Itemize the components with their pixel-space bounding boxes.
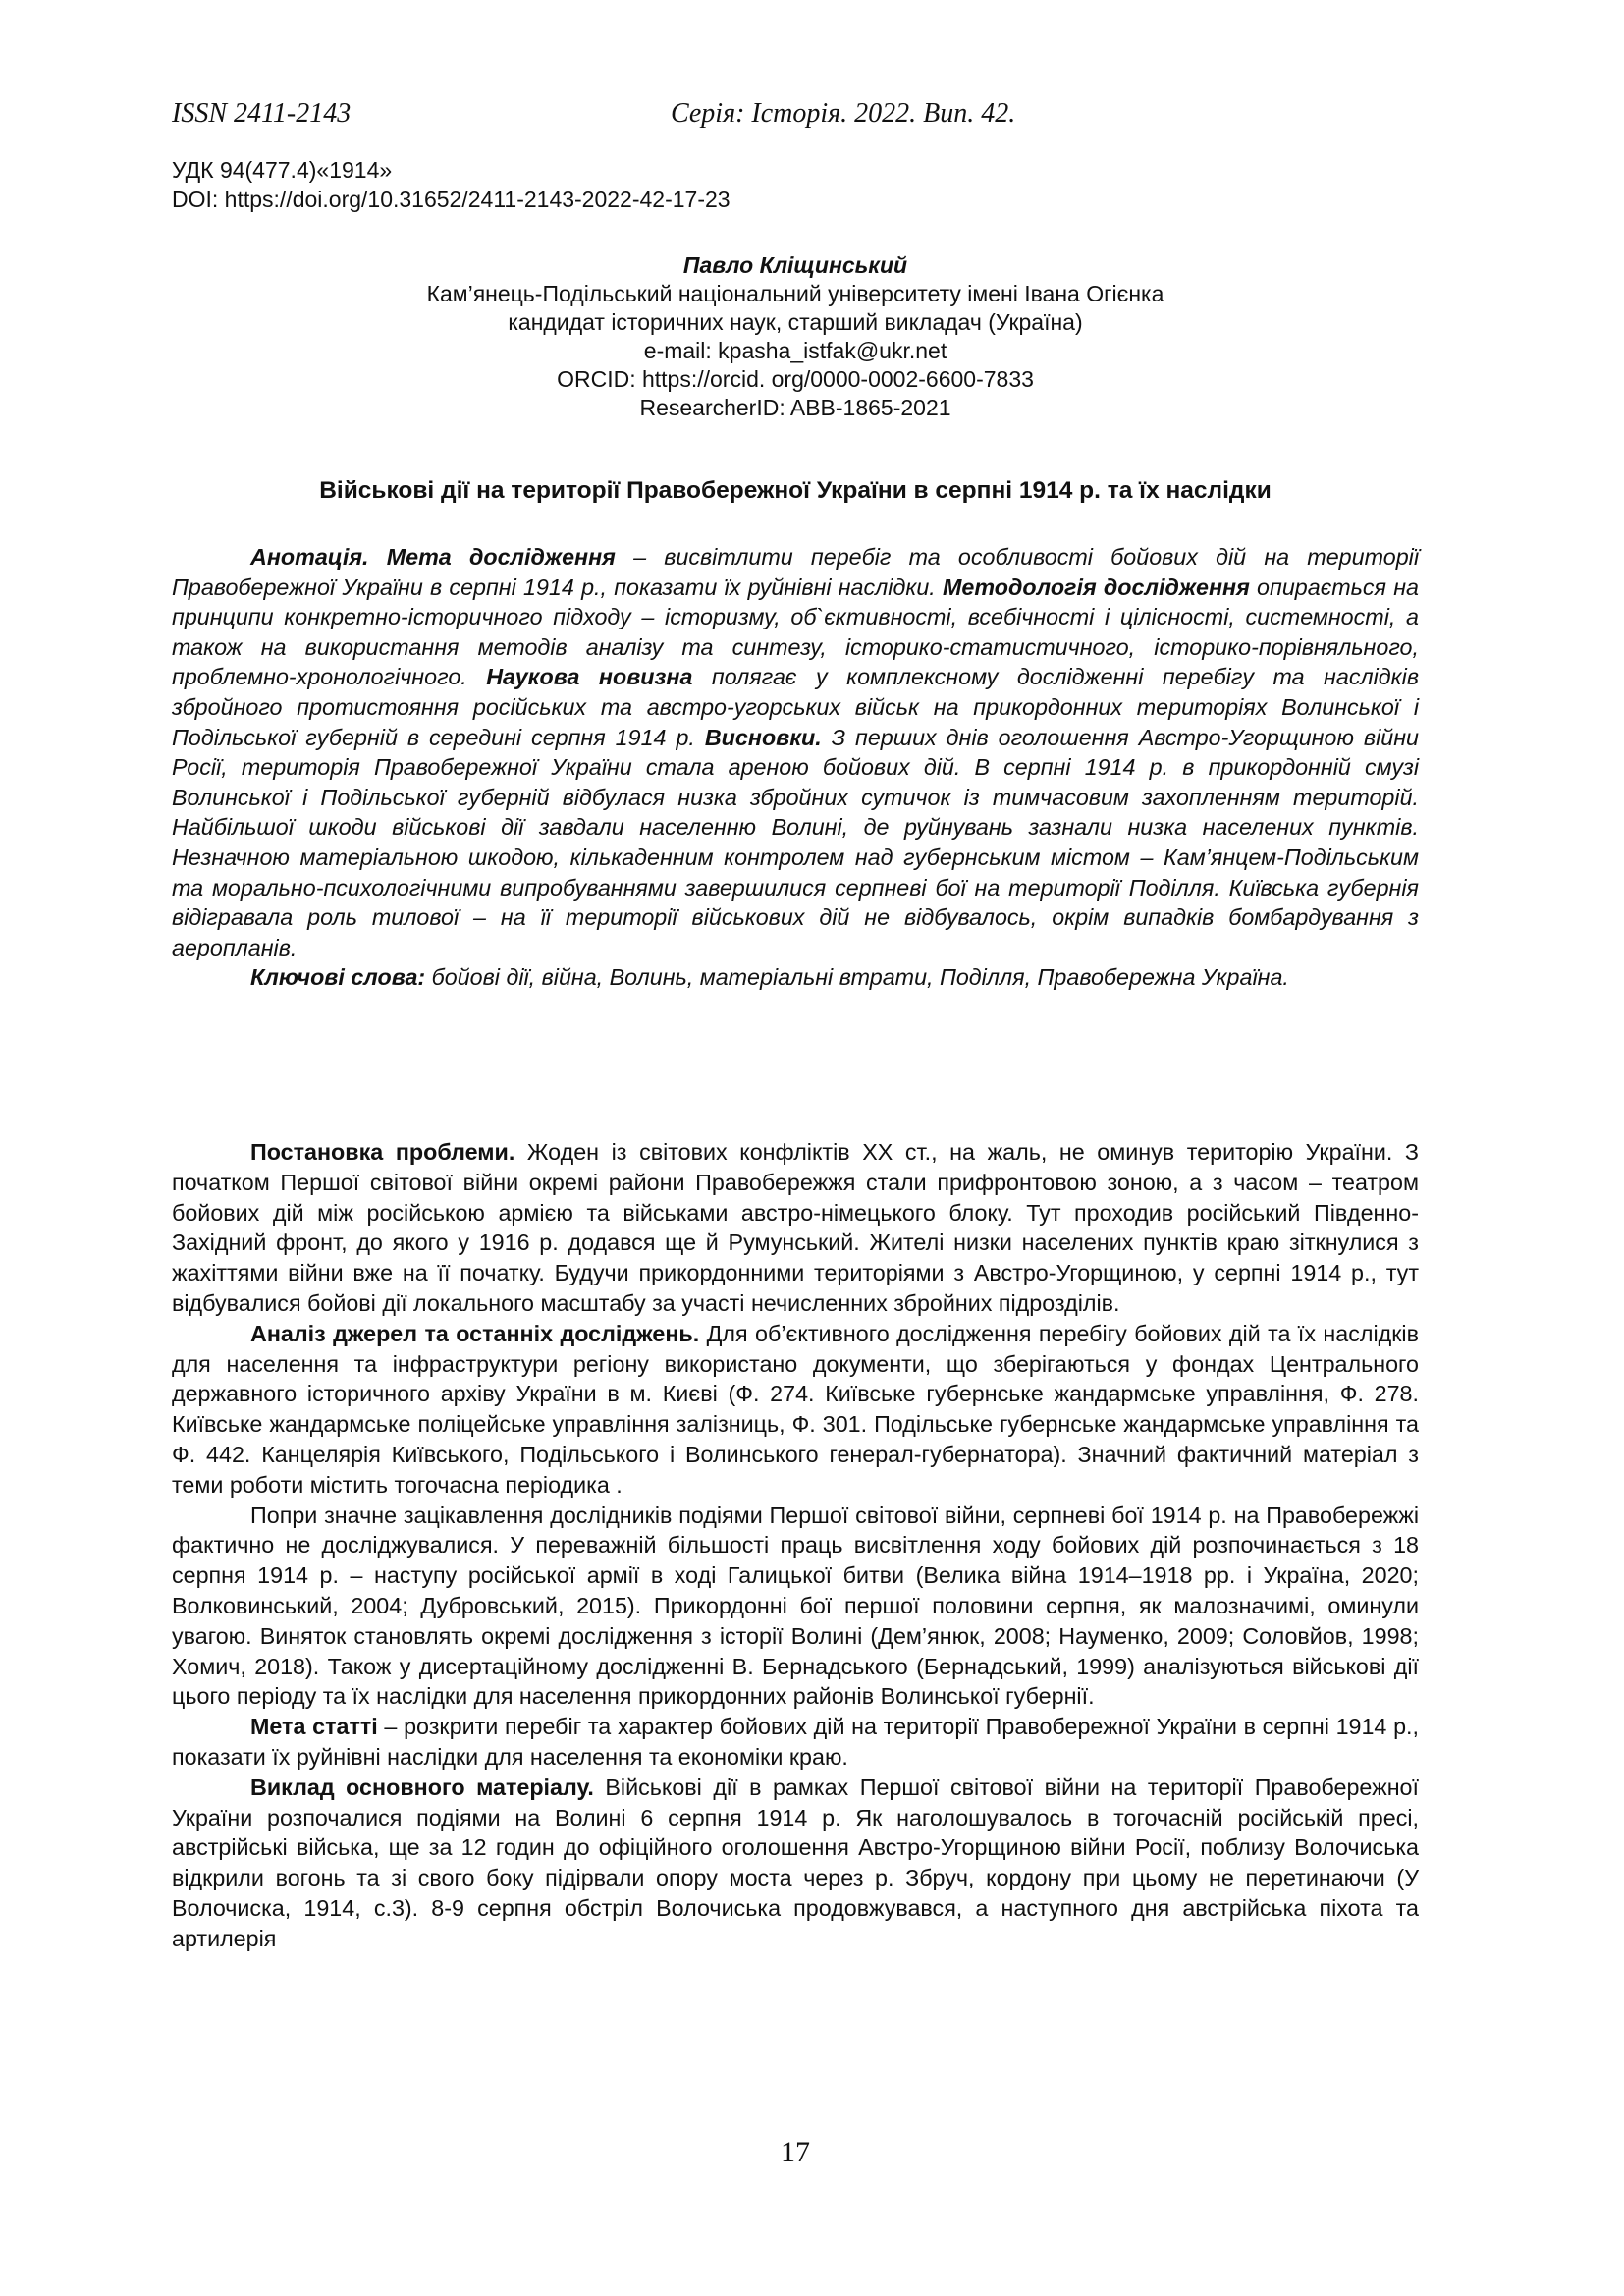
article-body bbox=[172, 1137, 1419, 1954]
abstract-heading: Анотація. Мета дослідження bbox=[250, 544, 616, 570]
abstract bbox=[172, 542, 1419, 993]
abstract-conclusions: З перших днів оголошення Австро-Угорщиною війни Росії, територія Правобережної України стала ареною бойових дій. В серпні 1914 р. в прикордонній смузі Волинської і Подільської губерній відбулася низка збройних сутичок із тимчасовим захопленням територій. Найбільшої шкоди військові дії завдали населенню Волині, де руйнувань зазнали низка населених пунктів. Незначною матеріальною шкодою, кількаденним контролем над губернським містом – Кам’янцем-Подільським та морально-психологічними випробуваннями завершилися серпневі бої на території Поділля. Київська губернія відігравала роль тилової – на її території військових дій не відбувалось, окрім випадків бомбардування з аеропланів. bbox=[172, 724, 1419, 960]
series-label: Серія: Історія. 2022. Вип. 42. bbox=[671, 98, 1016, 129]
problem-text: Жоден із світових конфліктів ХХ ст., на жаль, не оминув територію України. З початком Першої світової війни окремі райони Правобережжя стали прифронтовою зоною, а з часом – театром бойових дій між російською армією та військами австро-німецького блоку. Тут проходив російський Південно-Західний фронт, до якого у 1916 р. додався ще й Румунський. Жителі низки населених пунктів краю зіткнулися з жахіттями війни вже на її початку. Будучи прикордонними територіями з Австро-Угорщиною, у серпні 1914 р., тут відбувалися бойові дії локального масштабу за участі нечисленних збройних підрозділів. bbox=[172, 1139, 1420, 1316]
abstract-novelty: полягає у комплексному дослідженні перебігу та наслідків збройного протистояння російських та австро-угорських військ на прикордонних територіях Волинської і Подільської губерній в середині серпня 1914 р. bbox=[172, 664, 1419, 750]
article-title: Військові дії на території Правобережної України в серпні 1914 р. та їх наслідки bbox=[319, 477, 1272, 504]
abstract-methodology: опирається на принципи конкретно-історичного підходу – історизму, об`єктивності, всебічності і цілісності, системності, а також на використання методів аналізу та синтезу, історико-статистичного, історико-порівняльного, проблемно-хронологічного. bbox=[172, 574, 1419, 690]
main-text: Військові дії в рамках Першої світової війни на території Правобережної України розпочалися подіями на Волині 6 серпня 1914 р. Як наголошувалось в тогочасній російській пресі, австрійські війська, ще за 12 годин до офіційного оголошення Австро-Угорщиною війни Росії, поблизу Волочиська відкрили вогонь та зі свого боку підірвали опору моста через р. Збруч, кордону при цьому не перетинаючи (У Волочиска, 1914, с.3). 8-9 серпня обстріл Волочиська продовжувався, а наступного дня австрійська піхота та артилерія bbox=[172, 1774, 1419, 1951]
keywords-paragraph bbox=[172, 962, 1419, 993]
abstract-purpose: – висвітлити перебіг та особливості бойових дій на території Правобережної України в серпні 1914 р., показати їх руйнівні наслідки. bbox=[172, 544, 1419, 600]
doi-link[interactable]: DOI: https://doi.org/10.31652/2411-2143-2022-42-17-23 bbox=[172, 187, 731, 212]
issn-label: ISSN 2411-2143 bbox=[172, 98, 352, 129]
article-meta bbox=[172, 155, 731, 214]
abstract-conclusions-label: Висновки. bbox=[704, 724, 822, 750]
body-paragraph-literature: Попри значне зацікавлення дослідників подіями Першої світової війни, серпневі бої 1914 р. на Правобережжі фактично не досліджувалися. У переважній більшості праць висвітлення ходу бойових дій розпочинається з 18 серпня 1914 р. – наступу російської армії в ході Галицької битви (Велика війна 1914–1918 рр. і Україна, 2020; Волковинський, 2004; Дубровський, 2015). Прикордонні бої першої половини серпня, як малозначимі, оминули увагою. Виняток становлять окремі дослідження з історії Волині (Дем’янюк, 2008; Науменко, 2009; Соловйов, 1998; Хомич, 2018). Також у дисертаційному дослідженні В. Бернадського (Бернадський, 1999) аналізуються військові дії цього періоду та їх наслідки для населення прикордонних районів Волинської губернії. bbox=[172, 1502, 1419, 1710]
udc-code: УДК 94(477.4)«1914» bbox=[172, 157, 393, 183]
abstract-methodology-label: Методологія дослідження bbox=[943, 574, 1250, 600]
author-degree: кандидат історичних наук, старший викладач (Україна) bbox=[508, 309, 1083, 335]
body-paragraph-problem bbox=[172, 1137, 1419, 1319]
author-name: Павло Кліщинський bbox=[682, 252, 908, 278]
keywords-label: Ключові слова: bbox=[250, 964, 426, 991]
sources-label: Аналіз джерел та останніх досліджень. bbox=[250, 1320, 700, 1346]
author-researcher-id: ResearcherID: ABB-1865-2021 bbox=[639, 395, 951, 420]
body-paragraph-sources bbox=[172, 1319, 1419, 1501]
body-paragraph-aim bbox=[172, 1712, 1419, 1773]
problem-label: Постановка проблеми. bbox=[250, 1139, 515, 1165]
author-orcid[interactable]: ORCID: https://orcid. org/0000-0002-6600-7833 bbox=[557, 366, 1034, 392]
abstract-paragraph bbox=[172, 542, 1419, 962]
author-block bbox=[172, 251, 1419, 422]
aim-label: Мета статті bbox=[250, 1714, 378, 1740]
author-email[interactable]: e-mail: kpasha_istfak@ukr.net bbox=[643, 338, 947, 363]
author-affiliation: Кам’янець-Подільський національний університету імені Івана Огієнка bbox=[426, 281, 1164, 306]
body-paragraph-main bbox=[172, 1773, 1419, 1954]
abstract-novelty-label: Наукова новизна bbox=[486, 664, 693, 690]
page-number: 17 bbox=[781, 2136, 810, 2168]
sources-text: Для об’єктивного дослідження перебігу бойових дій та їх наслідків для населення та інфраструктури регіону використано документи, що зберігаються у фондах Центрального державного історичного архіву України в м. Києві (Ф. 274. Київське губернське жандармське управління, Ф. 278. Київське жандармське поліцейське управління залізниць, Ф. 301. Подільське губернське жандармське управління та Ф. 442. Канцелярія Київського, Подільського і Волинського генерал-губернатора). Значний фактичний матеріал з теми роботи містить тогочасна періодика . bbox=[172, 1320, 1419, 1498]
aim-text: – розкрити перебіг та характер бойових дій на території Правобережної України в серпні 1914 р., показати їх руйнівні наслідки для населення та економіки краю. bbox=[172, 1714, 1419, 1770]
main-label: Виклад основного матеріалу. bbox=[250, 1774, 594, 1800]
keywords-text: бойові дії, війна, Волинь, матеріальні втрати, Поділля, Правобережна Україна. bbox=[425, 964, 1289, 991]
